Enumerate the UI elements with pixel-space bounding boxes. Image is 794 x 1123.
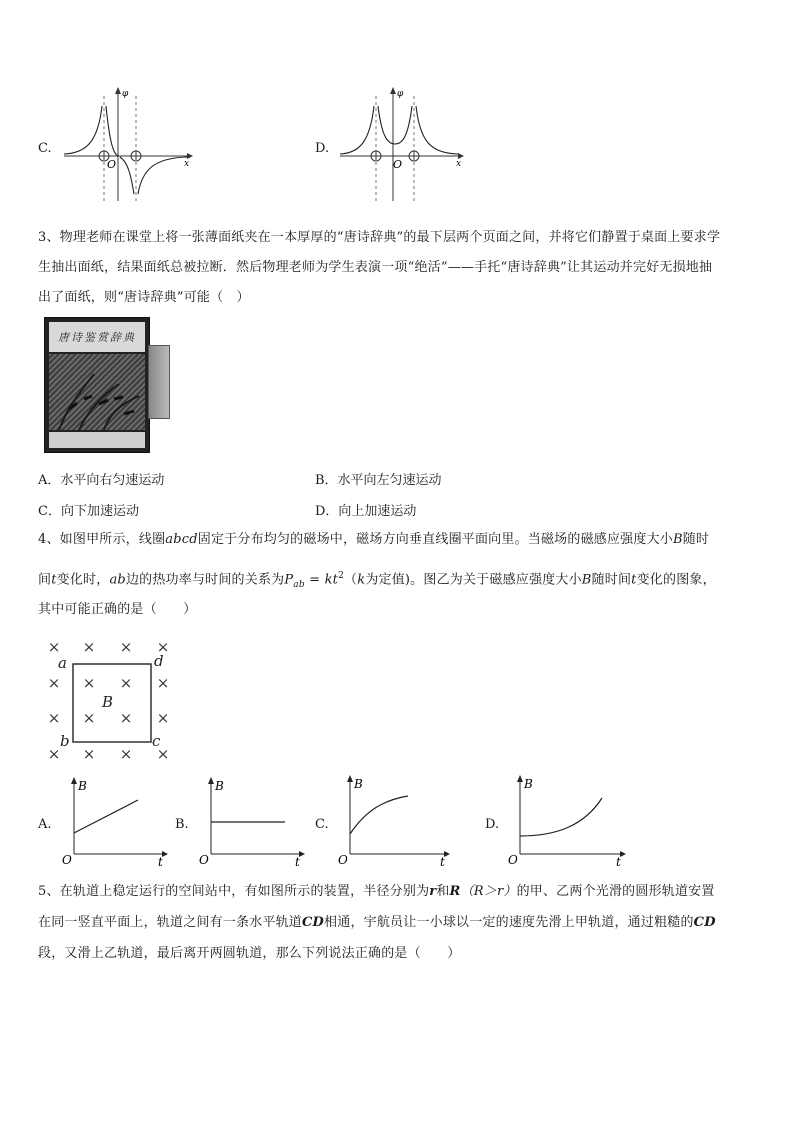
q3-option-a[interactable]: A．水平向右匀速运动 bbox=[38, 473, 165, 488]
q4-text-line3: 其中可能正确的是（ ） bbox=[38, 602, 197, 617]
field-cross: × bbox=[119, 638, 133, 656]
option-d-label: D. bbox=[315, 141, 330, 156]
field-cross: × bbox=[156, 745, 170, 763]
field-cross: × bbox=[82, 709, 96, 727]
book-cover-bottom bbox=[49, 432, 145, 448]
coil-magnetic-field-diagram bbox=[40, 634, 175, 764]
axis-phi-label: φ bbox=[397, 89, 404, 99]
axis-B-label: B bbox=[524, 777, 533, 791]
axis-t-label: t bbox=[158, 855, 163, 868]
q4-text-line2: 间t变化时，ab边的热功率与时间的关系为$P_{ab} = kt^2(k$为定值)。图乙为关于磁感应强度大小B随时间t变化的图象， bbox=[38, 571, 716, 590]
origin-label: O bbox=[107, 158, 117, 171]
q5-text-line3: 段，又滑上乙轨道，最后离开两圆轨道，那么下列说法正确的是（ ） bbox=[38, 946, 461, 961]
field-cross: × bbox=[82, 674, 96, 692]
field-cross: × bbox=[119, 674, 133, 692]
origin-label: O bbox=[508, 853, 518, 867]
q4-graph-c[interactable] bbox=[336, 774, 452, 868]
q4-graph-b[interactable] bbox=[197, 776, 307, 868]
book-image bbox=[44, 317, 150, 453]
graph-d-phi-x bbox=[338, 86, 468, 206]
q5-text-line1: 5、在轨道上稳定运行的空间站中，有如图所示的装置，半径分别为r和R（R＞r）的甲、乙两个光滑的圆形轨道安置 bbox=[38, 884, 715, 899]
vertex-a-label: a bbox=[58, 654, 67, 672]
book-spine-side bbox=[148, 345, 170, 419]
field-B-label: B bbox=[102, 693, 114, 711]
axis-x-label: x bbox=[456, 159, 462, 169]
axis-B-label: B bbox=[78, 779, 87, 793]
field-cross: × bbox=[156, 638, 170, 656]
field-cross: × bbox=[156, 709, 170, 727]
field-cross: × bbox=[119, 709, 133, 727]
axis-t-label: t bbox=[616, 855, 621, 868]
graph-c-phi-x bbox=[62, 86, 197, 206]
origin-label: O bbox=[393, 158, 403, 171]
concave-curve bbox=[350, 796, 408, 834]
q4-option-a-label[interactable]: A. bbox=[38, 817, 52, 832]
linear-line bbox=[74, 800, 138, 833]
field-cross: × bbox=[47, 745, 61, 763]
axis-t-label: t bbox=[440, 855, 445, 868]
vertex-b-label: b bbox=[60, 732, 70, 750]
origin-label: O bbox=[199, 853, 209, 867]
q3-option-b[interactable]: B．水平向左匀速运动 bbox=[315, 473, 442, 488]
field-cross: × bbox=[47, 709, 61, 727]
q3-option-c[interactable]: C．向下加速运动 bbox=[38, 504, 139, 519]
q3-text-line2: 生抽出面纸，结果面纸总被拉断．然后物理老师为学生表演一项“绝活”——手托“唐诗辞典”让其运动并完好无损地抽 bbox=[38, 260, 713, 275]
axis-x-label: x bbox=[184, 159, 190, 169]
axis-t-label: t bbox=[295, 855, 300, 868]
field-cross: × bbox=[156, 674, 170, 692]
q5-text-line2: 在同一竖直平面上，轨道之间有一条水平轨道CD相通，宇航员让一小球以一定的速度先滑上甲轨道，通过粗糙的CD bbox=[38, 915, 716, 930]
option-c-label: C. bbox=[38, 141, 52, 156]
q4-graph-a[interactable] bbox=[60, 776, 170, 868]
field-cross: × bbox=[82, 745, 96, 763]
field-cross: × bbox=[47, 674, 61, 692]
q4-graph-d[interactable] bbox=[506, 774, 628, 868]
q4-option-c-label[interactable]: C. bbox=[315, 817, 329, 832]
q3-option-d[interactable]: D．向上加速运动 bbox=[315, 504, 417, 519]
q4-option-d-label[interactable]: D. bbox=[485, 817, 500, 832]
field-cross: × bbox=[82, 638, 96, 656]
origin-label: O bbox=[338, 853, 348, 867]
q3-text-line1: 3、物理老师在课堂上将一张薄面纸夹在一本厚厚的“唐诗辞典”的最下层两个页面之间，并将它们静置于桌面上要求学 bbox=[38, 230, 721, 245]
field-cross: × bbox=[47, 638, 61, 656]
axis-B-label: B bbox=[215, 779, 224, 793]
vertex-d-label: d bbox=[154, 652, 164, 670]
origin-label: O bbox=[62, 853, 72, 867]
book-plant-art bbox=[49, 354, 145, 430]
convex-curve bbox=[520, 798, 602, 836]
q4-text-line1: 4、如图甲所示，线圈abcd固定于分布均匀的磁场中，磁场方向垂直线圈平面向里。当磁场的磁感应强度大小B随时 bbox=[38, 532, 710, 547]
book-title: 唐诗鉴赏辞典 bbox=[58, 331, 136, 344]
vertex-c-label: c bbox=[152, 732, 161, 750]
q4-option-b-label[interactable]: B. bbox=[175, 817, 189, 832]
q3-text-line3: 出了面纸，则“唐诗辞典”可能（ ） bbox=[38, 290, 250, 305]
axis-phi-label: φ bbox=[122, 89, 129, 99]
field-cross: × bbox=[119, 745, 133, 763]
axis-B-label: B bbox=[354, 777, 363, 791]
